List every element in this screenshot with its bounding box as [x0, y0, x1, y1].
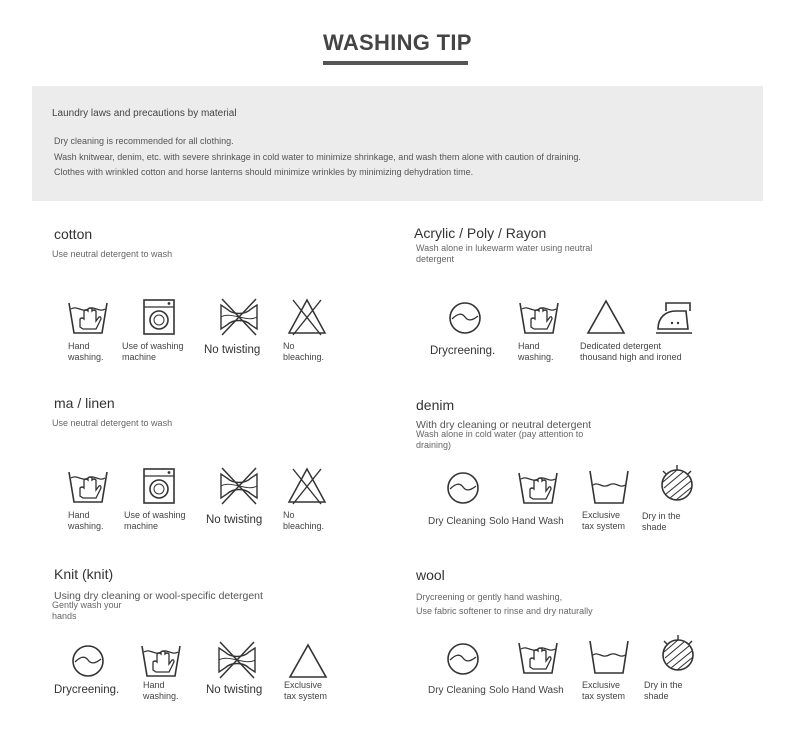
label-no-twisting: No twisting [206, 684, 263, 696]
label-no-twisting: No twisting [204, 344, 261, 356]
notice-panel [32, 86, 763, 201]
hand-wash-icon [66, 466, 110, 506]
label-dry-shade: Dry in the shade [642, 511, 681, 532]
bleach-triangle-icon [584, 297, 628, 337]
label-hand-washing: Hand washing. [518, 341, 554, 362]
iron-icon [652, 297, 696, 337]
label-no-bleaching: No bleaching. [283, 510, 325, 531]
section-desc: Drycreening or gently hand washing, [416, 592, 563, 602]
dry-cleaning-icon [443, 298, 487, 338]
label-washing-machine: Use of washing machine [122, 341, 184, 362]
notice-line: Dry cleaning is recommended for all clothing. [54, 136, 234, 146]
bleach-triangle-icon [286, 641, 330, 681]
title-underline [323, 61, 468, 65]
section-desc: Gently wash your hands [52, 600, 122, 621]
label-detergent-iron: Dedicated detergent thousand high and ironed [580, 341, 682, 362]
section-desc: Wash alone in lukewarm water using neutral detergent [416, 243, 593, 264]
hand-wash-icon [139, 640, 183, 680]
notice-heading: Laundry laws and precautions by material [52, 108, 237, 119]
section-title: denim [416, 397, 455, 413]
wash-basin-icon [587, 467, 631, 507]
label-no-twisting: No twisting [206, 514, 263, 526]
page-title: WASHING TIP [323, 30, 472, 55]
label-exclusive-tax: Exclusive tax system [284, 680, 328, 701]
section-desc: Use fabric softener to rinse and dry naturally [416, 606, 593, 616]
section-title: cotton [54, 226, 93, 242]
section-desc: Use neutral detergent to wash [52, 249, 173, 259]
label-washing-machine: Use of washing machine [124, 510, 186, 531]
label-dry-cleaning: Dry Cleaning [428, 685, 486, 696]
label-hand-washing: Hand washing. [143, 680, 179, 701]
hand-wash-icon [66, 297, 110, 337]
section-desc: With dry cleaning or neutral detergent [416, 419, 592, 431]
section-desc: Using dry cleaning or wool-specific detergent [54, 590, 263, 602]
section-title: ma / linen [54, 395, 115, 411]
notice-line: Clothes with wrinkled cotton and horse lanterns should minimize wrinkles by minimizing dehydration time. [54, 167, 474, 177]
section-title: Knit (knit) [54, 566, 114, 582]
no-bleach-icon [285, 297, 329, 337]
label-solo-hand-wash: Solo Hand Wash [489, 516, 564, 527]
label-dry-cleaning: Dry Cleaning [428, 516, 486, 527]
dry-in-shade-icon [655, 464, 699, 504]
washing-machine-icon [137, 297, 181, 337]
section-desc: Use neutral detergent to wash [52, 418, 173, 428]
label-drycleaning: Drycreening. [430, 345, 496, 357]
hand-wash-icon [517, 297, 561, 337]
no-bleach-icon [285, 466, 329, 506]
label-dry-shade: Dry in the shade [644, 680, 683, 701]
no-twisting-icon [217, 466, 261, 506]
washing-machine-icon [137, 466, 181, 506]
no-twisting-icon [217, 297, 261, 337]
no-twisting-icon [215, 640, 259, 680]
dry-in-shade-icon [656, 634, 700, 674]
section-desc: Wash alone in cold water (pay attention to draining) [416, 429, 584, 450]
hand-wash-icon [516, 637, 560, 677]
dry-cleaning-icon [66, 641, 110, 681]
section-title: Acrylic / Poly / Rayon [414, 225, 547, 241]
label-exclusive-tax: Exclusive tax system [582, 510, 626, 531]
label-no-bleaching: No bleaching. [283, 341, 325, 362]
section-title: wool [416, 567, 445, 583]
dry-cleaning-icon [441, 639, 485, 679]
label-hand-washing: Hand washing. [68, 510, 104, 531]
hand-wash-icon [516, 467, 560, 507]
label-hand-washing: Hand washing. [68, 341, 104, 362]
label-drycleaning: Drycreening. [54, 684, 120, 696]
notice-line: Wash knitwear, denim, etc. with severe shrinkage in cold water to minimize shrinkage, and wash them alone with caution of draining. [54, 152, 581, 162]
dry-cleaning-icon [441, 468, 485, 508]
label-exclusive-tax: Exclusive tax system [582, 680, 626, 701]
wash-basin-icon [587, 637, 631, 677]
label-solo-hand-wash: Solo Hand Wash [489, 685, 564, 696]
